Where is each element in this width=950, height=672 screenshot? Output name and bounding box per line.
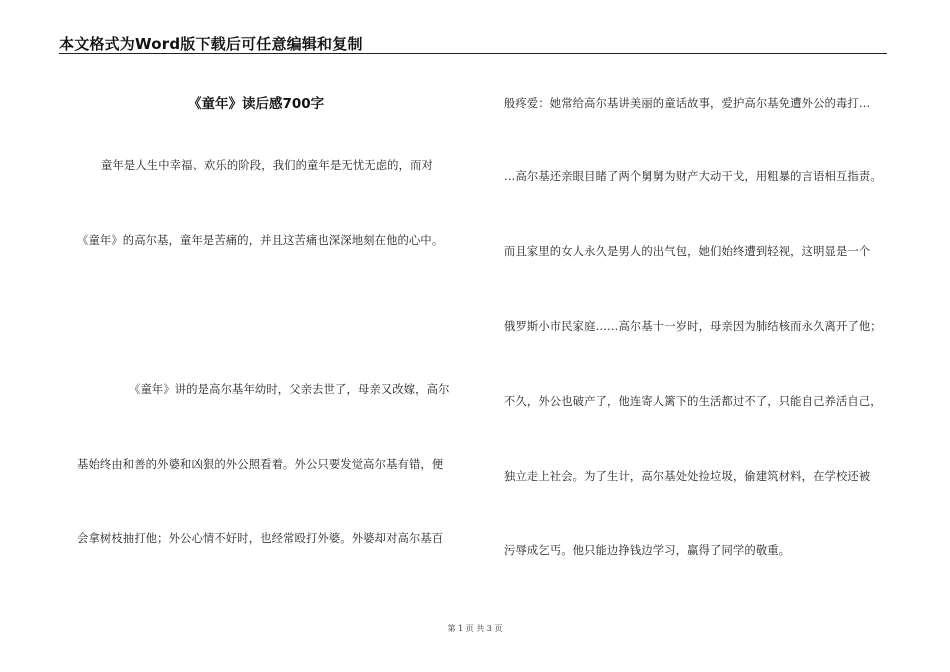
page-number-footer: 第 1 页 共 3 页 (447, 624, 503, 633)
paragraph-line: 会拿树枝抽打他；外公心情不好时，也经常殴打外婆。外婆却对高尔基百 (77, 532, 444, 545)
paragraph-line: 俄罗斯小市民家庭……高尔基十一岁时，母亲因为肺结核而永久离开了他； (504, 320, 882, 333)
page-header-text: 本文格式为Word版下载后可任意编辑和复制 (59, 35, 363, 53)
paragraph-line: 独立走上社会。为了生计，高尔基处处捡垃圾，偷建筑材料，在学校还被 (504, 470, 871, 483)
paragraph-line: 不久，外公也破产了，他连寄人篱下的生活都过不了，只能自己养活自己， (504, 395, 882, 408)
paragraph-line: 污辱成乞丐。他只能边挣钱边学习，赢得了同学的敬重。 (504, 544, 791, 557)
paragraph-line: 《童年》的高尔基，童年是苦痛的，并且这苦痛也深深地刻在他的心中。 (77, 234, 444, 247)
header-divider (59, 53, 887, 54)
paragraph-line: …高尔基还亲眼目睹了两个舅舅为财产大动干戈，用粗暴的言语相互指责。 (504, 170, 882, 183)
paragraph-line: 基始终由和善的外婆和凶狠的外公照看着。外公只要发觉高尔基有错，便 (77, 458, 444, 471)
paragraph-line: 《童年》讲的是高尔基年幼时，父亲去世了，母亲又改嫁，高尔 (129, 383, 450, 396)
paragraph-line: 般疼爱：她常给高尔基讲美丽的童话故事，爱护高尔基免遭外公的毒打… (504, 97, 871, 110)
paragraph-line: 童年是人生中幸福、欢乐的阶段，我们的童年是无忧无虑的，而对 (101, 159, 433, 172)
paragraph-line: 而且家里的女人永久是男人的出气包，她们始终遭到轻视，这明显是一个 (504, 245, 871, 258)
document-title: 《童年》读后感700字 (188, 96, 325, 112)
